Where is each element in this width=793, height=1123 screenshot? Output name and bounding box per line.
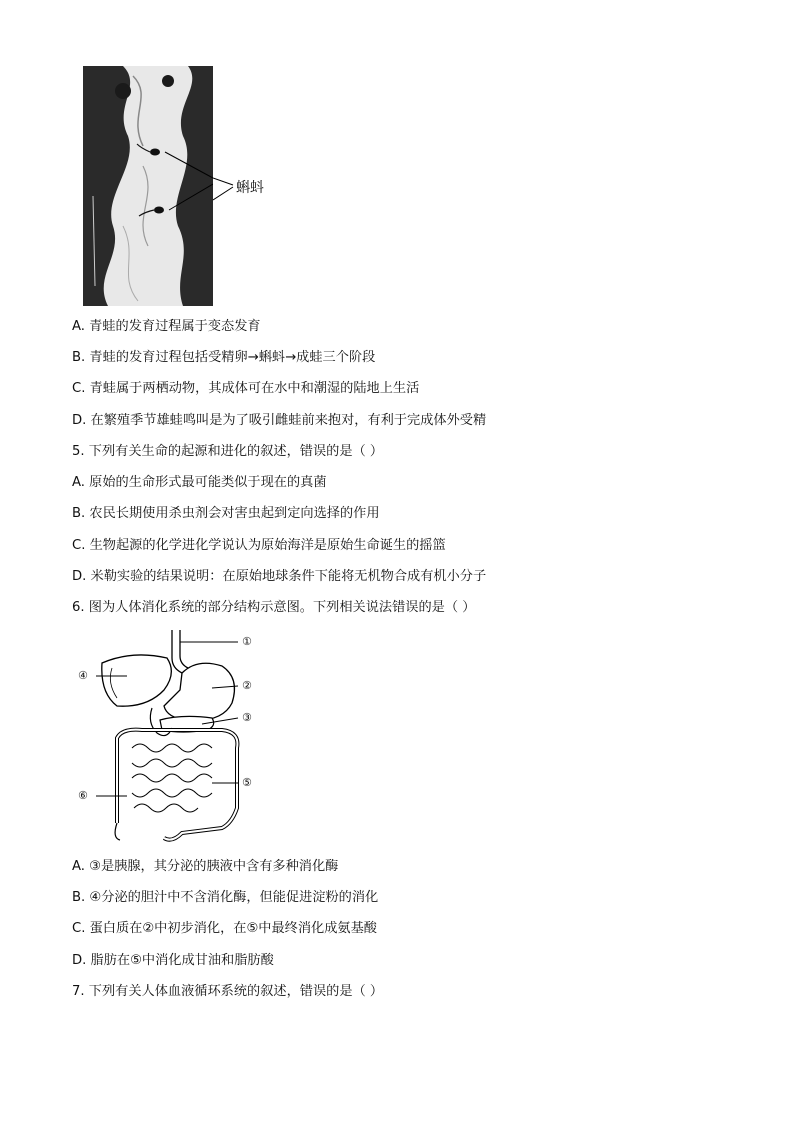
label-3: ③ (242, 711, 252, 724)
q6-option-c: C. 蛋白质在②中初步消化，在⑤中最终消化成氨基酸 (72, 921, 377, 936)
q5-stem: 5. 下列有关生命的起源和进化的叙述，错误的是（ ） (72, 444, 384, 459)
tadpole-painting (83, 66, 213, 306)
q5-option-a: A. 原始的生命形式最可能类似于现在的真菌 (72, 475, 327, 490)
q6-option-d: D. 脂肪在⑤中消化成甘油和脂肪酸 (72, 953, 274, 968)
q7-stem: 7. 下列有关人体血液循环系统的叙述，错误的是（ ） (72, 984, 384, 999)
label-5: ⑤ (242, 776, 252, 789)
q4-option-d: D. 在繁殖季节雄蛙鸣叫是为了吸引雌蛙前来抱对，有利于完成体外受精 (72, 413, 487, 428)
label-2: ② (242, 679, 252, 692)
q4-option-b: B. 青蛙的发育过程包括受精卵→蝌蚪→成蛙三个阶段 (72, 350, 376, 365)
q5-option-c: C. 生物起源的化学进化学说认为原始海洋是原始生命诞生的摇篮 (72, 538, 446, 553)
q4-option-a: A. 青蛙的发育过程属于变态发育 (72, 319, 261, 334)
q6-option-a: A. ③是胰腺，其分泌的胰液中含有多种消化酶 (72, 859, 339, 874)
tadpole-label: 蝌蚪 (236, 180, 264, 196)
label-1: ① (242, 635, 252, 648)
label-pointer-lines (213, 170, 235, 210)
q4-option-c: C. 青蛙属于两栖动物，其成体可在水中和潮湿的陆地上生活 (72, 381, 420, 396)
q5-option-d: D. 米勒实验的结果说明：在原始地球条件下能将无机物合成有机小分子 (72, 569, 487, 584)
q5-option-b: B. 农民长期使用杀虫剂会对害虫起到定向选择的作用 (72, 506, 380, 521)
q6-stem: 6. 图为人体消化系统的部分结构示意图。下列相关说法错误的是（ ） (72, 600, 476, 615)
label-4: ④ (78, 669, 88, 682)
label-6: ⑥ (78, 789, 88, 802)
q6-option-b: B. ④分泌的胆汁中不含消化酶，但能促进淀粉的消化 (72, 890, 379, 905)
digestive-system-diagram (72, 628, 272, 848)
